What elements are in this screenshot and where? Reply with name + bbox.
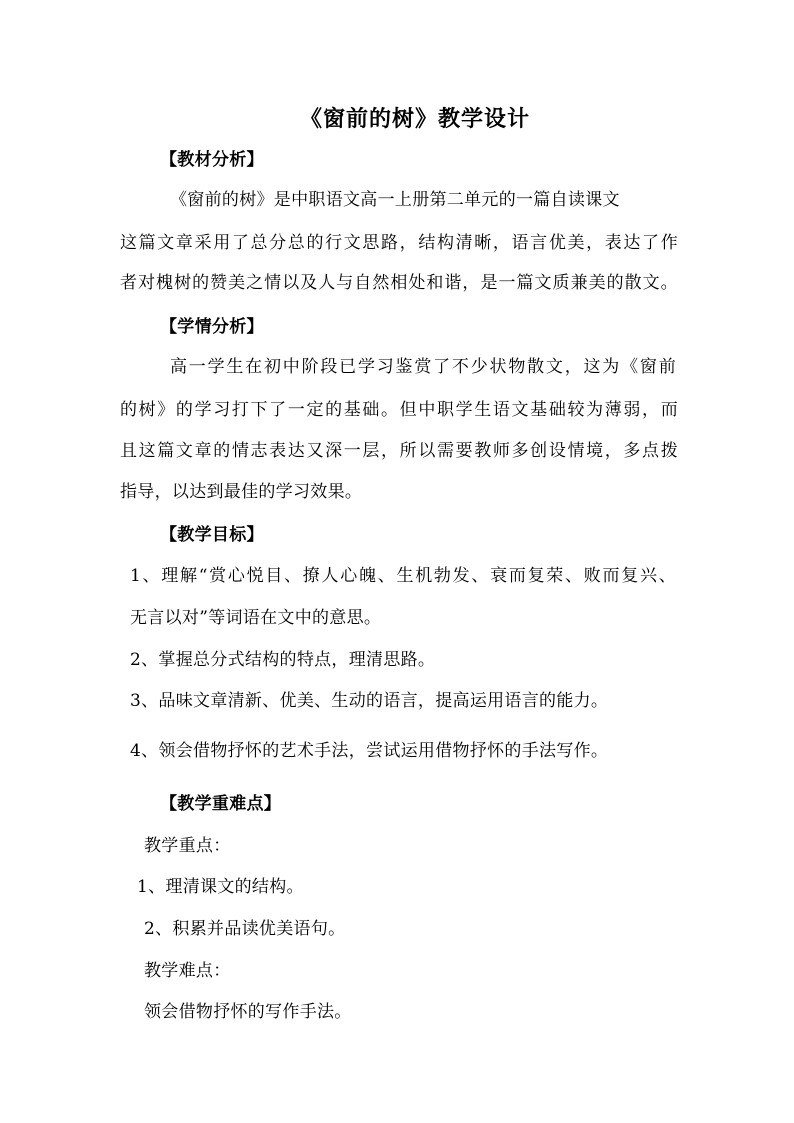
section-heading-teaching-goals: 【教学目标】: [160, 525, 264, 545]
list-item: 3、品味文章清新、优美、生动的语言，提高运用语言的能力。: [130, 691, 609, 711]
section-heading-key-points: 【教学重难点】: [160, 794, 282, 814]
paragraph-line: 高一学生在初中阶段已学习鉴赏了不少状物散文，这为《窗前: [170, 357, 676, 377]
paragraph-line: 者对槐树的赞美之情以及人与自然相处和谐，是一篇文质兼美的散文。: [120, 273, 678, 293]
list-item: 1、理解“赏心悦目、撩人心魄、生机勃发、衰而复荣、败而复兴、: [130, 566, 676, 586]
list-item: 2、积累并品读优美语句。: [144, 919, 346, 939]
paragraph-line: 且这篇文章的情志表达又深一层，所以需要教师多创设情境，多点拨: [120, 441, 678, 461]
focus-label: 教学重点：: [144, 836, 231, 856]
list-item: 无言以对”等词语在文中的意思。: [130, 608, 382, 628]
difficulty-label: 教学难点：: [144, 961, 231, 981]
list-item: 领会借物抒怀的写作手法。: [144, 1002, 352, 1022]
document-title: 《窗前的树》教学设计: [300, 106, 531, 132]
paragraph-line: 指导，以达到最佳的学习效果。: [120, 482, 363, 502]
list-item: 4、领会借物抒怀的艺术手法，尝试运用借物抒怀的手法写作。: [130, 741, 609, 761]
paragraph-line: 《窗前的树》是中职语文高一上册第二单元的一篇自读课文: [170, 190, 620, 210]
paragraph-line: 这篇文章采用了总分总的行文思路，结构清晰，语言优美，表达了作: [120, 233, 678, 253]
section-heading-material-analysis: 【教材分析】: [160, 150, 264, 170]
paragraph-line: 的树》的学习打下了一定的基础。但中职学生语文基础较为薄弱，而: [120, 400, 678, 420]
section-heading-learner-analysis: 【学情分析】: [160, 317, 264, 337]
list-item: 1、理清课文的结构。: [137, 877, 304, 897]
list-item: 2、掌握总分式结构的特点，理清思路。: [130, 650, 436, 670]
